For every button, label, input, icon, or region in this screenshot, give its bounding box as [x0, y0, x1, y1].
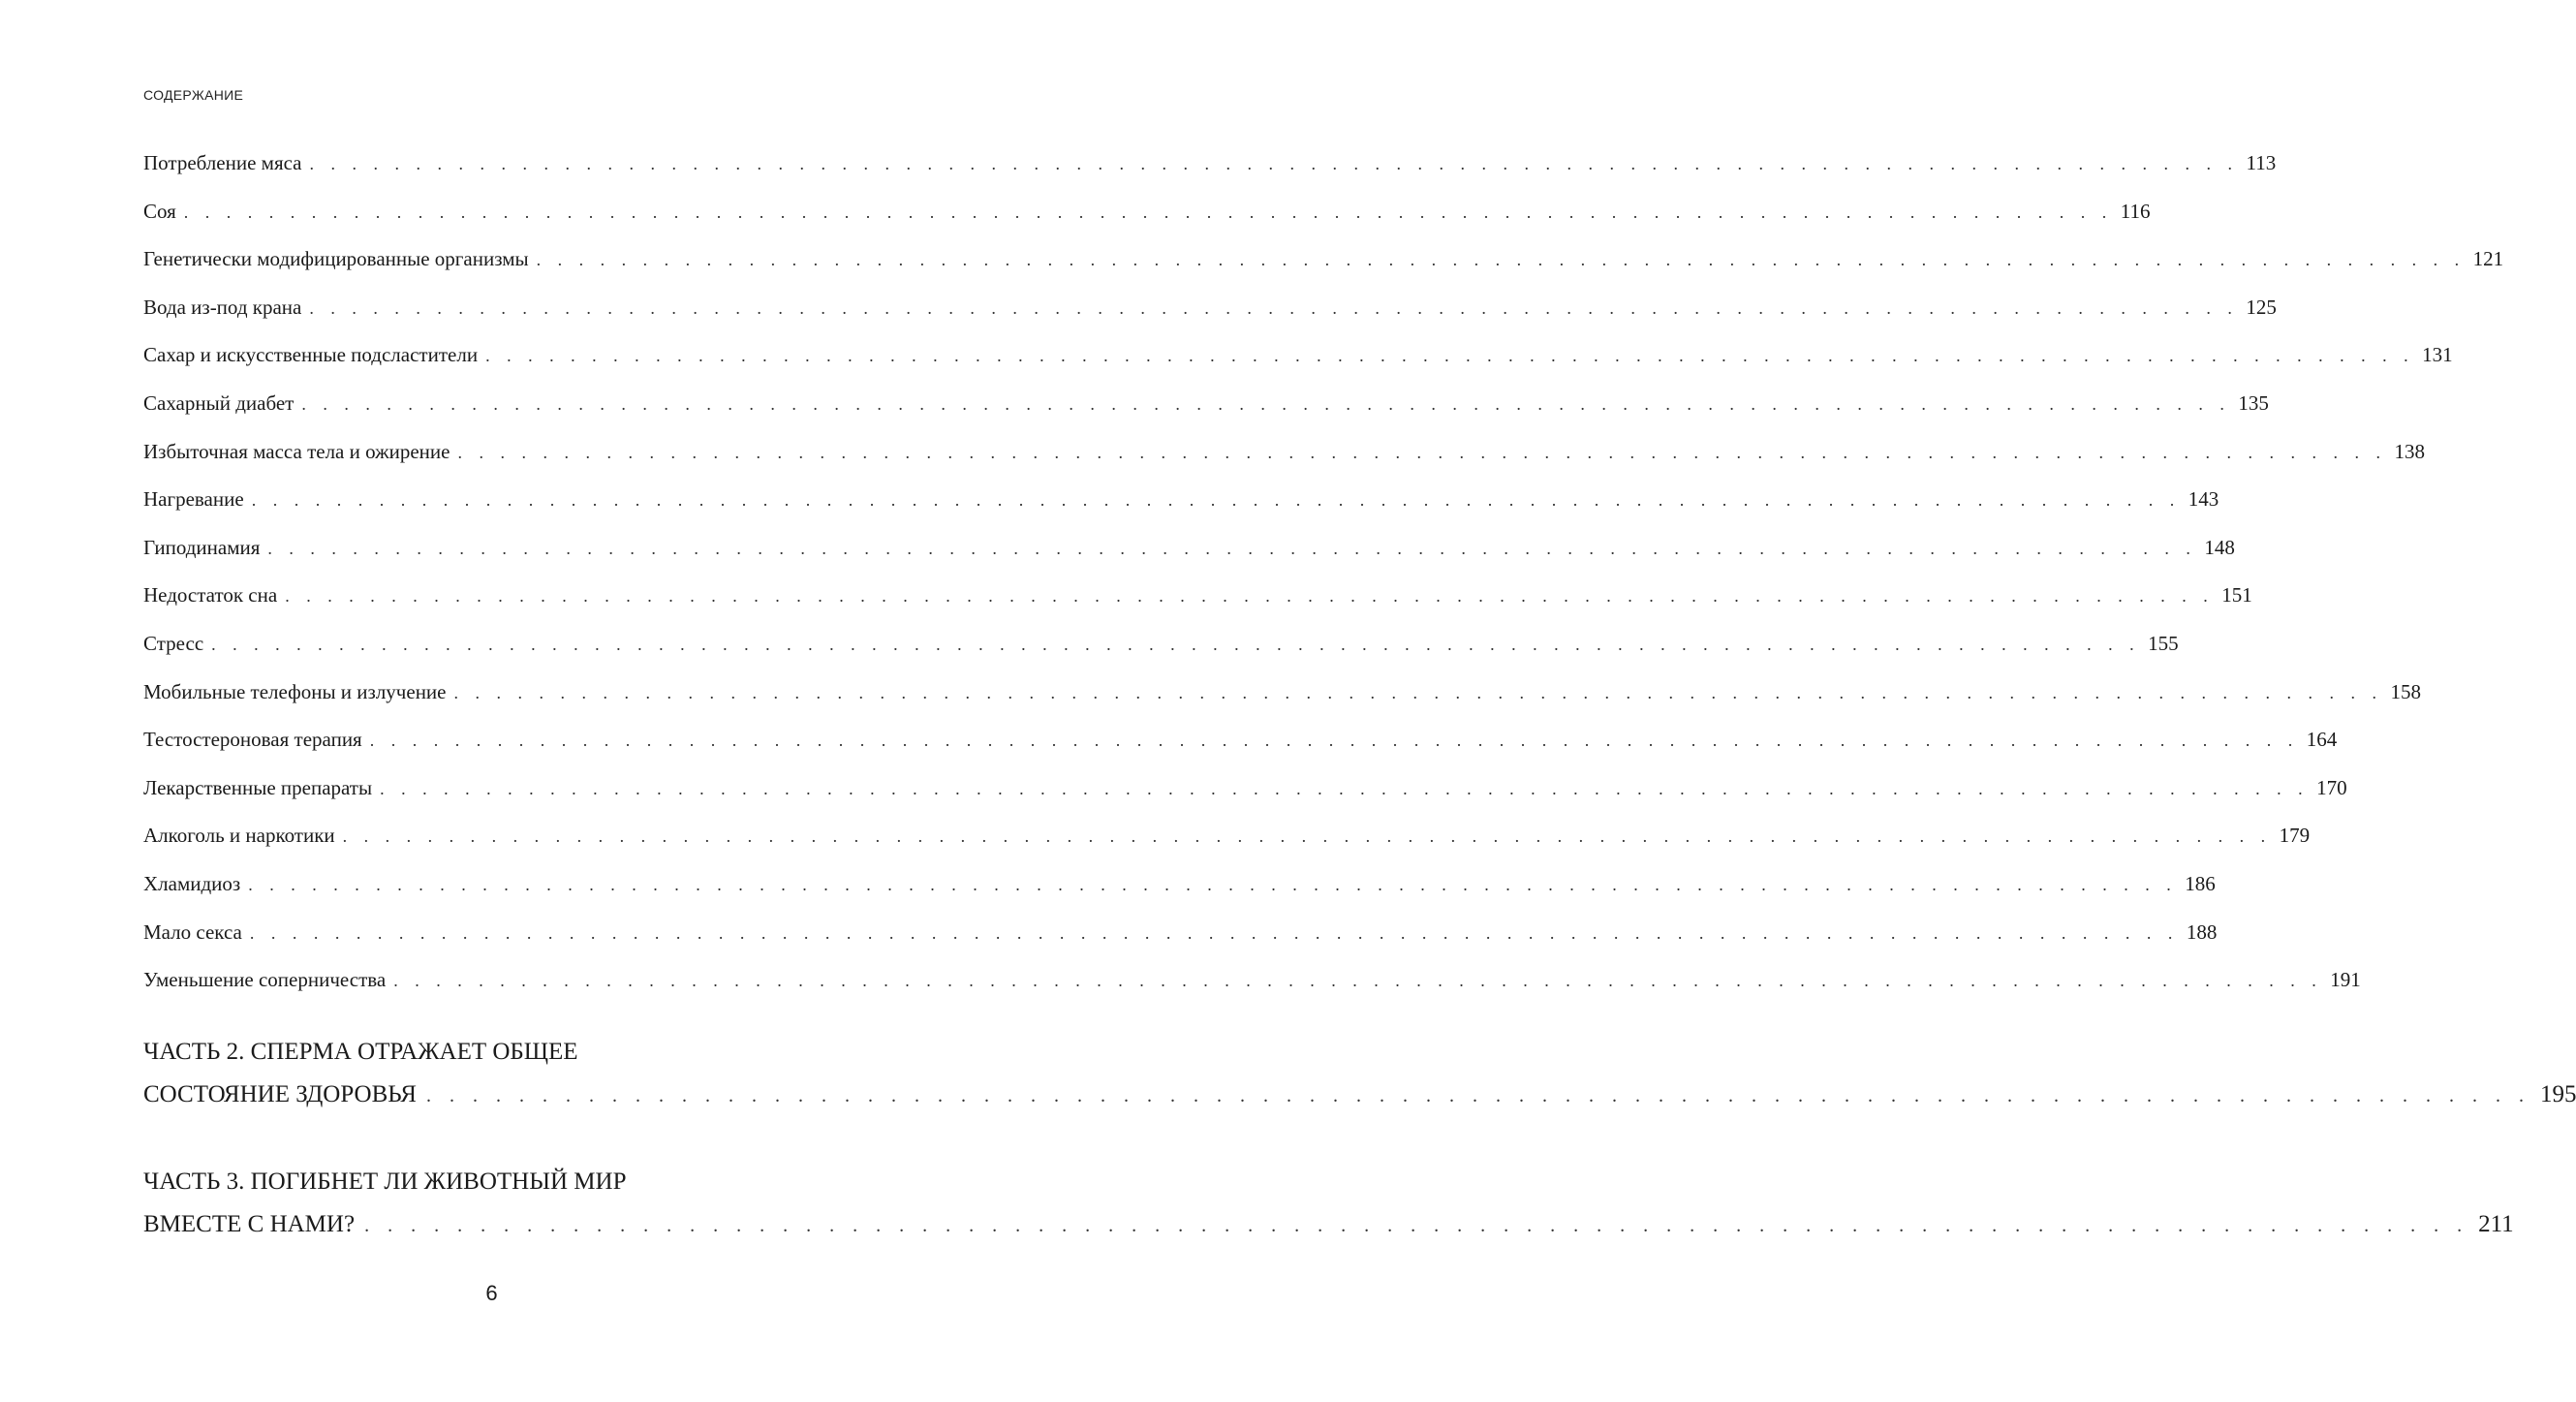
toc-entry[interactable] — [143, 147, 2277, 196]
part-page: 211 — [2478, 1211, 2514, 1237]
dot-leader: . . . . . . . . . . . . . . . . . . . . . . . . . . . . . . . . . . . . . . . . . . . . . . . . . . . . . . . . . . . . . . . . . . . . . . . . . . . . . . . . . . . . . . . . . . . — [309, 154, 2239, 173]
dot-leader: . . . . . . . . . . . . . . . . . . . . . . . . . . . . . . . . . . . . . . . . . . . . . . . . . . . . . . . . . . . . . . . . . . . . . . . . . . . . . . . . . . . . . . . . . . . — [301, 393, 2231, 414]
dot-leader: . . . . . . . . . . . . . . . . . . . . . . . . . . . . . . . . . . . . . . . . . . . . . . . . . . . . . . . . . . . . . . . . . . . . . . . . . . . . . . . . . . . . . . . . . . . — [364, 1215, 2469, 1236]
toc-entry-title: Недостаток сна — [143, 583, 278, 608]
toc-entry-page: 148 — [2204, 535, 2235, 559]
dot-leader: . . . . . . . . . . . . . . . . . . . . . . . . . . . . . . . . . . . . . . . . . . . . . . . . . . . . . . . . . . . . . . . . . . . . . . . . . . . . . . . . . . . . . . . . . . . — [485, 346, 2415, 366]
toc-entry-title: Избыточная масса тела и ожирение — [143, 439, 450, 463]
toc-entry-title: Лекарственные препараты — [143, 775, 373, 799]
dot-leader: . . . . . . . . . . . . . . . . . . . . . . . . . . . . . . . . . . . . . . . . . . . . . . . . . . . . . . . . . . . . . . . . . . . . . . . . . . . . . . . . . . . . . . . . . . . — [267, 538, 2197, 558]
toc-entry-title: Тестостероновая терапия — [143, 728, 362, 752]
dot-leader: . . . . . . . . . . . . . . . . . . . . . . . . . . . . . . . . . . . . . . . . . . . . . . . . . . . . . . . . . . . . . . . . . . . . . . . . . . . . . . . . . . . . . . . . . . . — [380, 778, 2310, 798]
toc-entry[interactable] — [143, 772, 2347, 821]
dot-leader: . . . . . . . . . . . . . . . . . . . . . . . . . . . . . . . . . . . . . . . . . . . . . . . . . . . . . . . . . . . . . . . . . . . . . . . . . . . . . . . . . . . . . . . . . . . — [183, 202, 2113, 222]
toc-entry-title: Мало секса — [143, 919, 242, 944]
toc-entry-title: Хламидиоз — [143, 871, 241, 895]
part-page: 195 — [2539, 1081, 2576, 1107]
dot-leader: . . . . . . . . . . . . . . . . . . . . . . . . . . . . . . . . . . . . . . . . . . . . . . . . . . . . . . . . . . . . . . . . . . . . . . . . . . . . . . . . . . . . . . . . . . . — [369, 731, 2299, 751]
toc-entry-page: 155 — [2148, 631, 2179, 655]
dot-leader: . . . . . . . . . . . . . . . . . . . . . . . . . . . . . . . . . . . . . . . . . . . . . . . . . . . . . . . . . . . . . . . . . . . . . . . . . . . . . . . . . . . . . . . . . . . — [453, 682, 2383, 702]
toc-entry-page: 131 — [2422, 343, 2453, 367]
toc-entry-title: Генетически модифицированные организмы — [143, 247, 529, 271]
toc-entry-page: 188 — [2186, 919, 2218, 944]
toc-entry[interactable] — [143, 628, 2179, 676]
toc-entry-page: 158 — [2390, 679, 2421, 703]
toc-entry-page: 116 — [2120, 199, 2151, 223]
part-heading-line1: ЧАСТЬ 2. СПЕРМА ОТРАЖАЕТ ОБЩЕЕ — [143, 1039, 578, 1065]
dot-leader: . . . . . . . . . . . . . . . . . . . . . . . . . . . . . . . . . . . . . . . . . . . . . . . . . . . . . . . . . . . . . . . . . . . . . . . . . . . . . . . . . . . . . . . . . . . — [211, 634, 2141, 654]
toc-entry[interactable] — [143, 339, 2453, 388]
toc-entry[interactable] — [143, 196, 2151, 244]
toc-entry-title: Уменьшение соперничества — [143, 968, 387, 992]
toc-entry-title: Вода из-под крана — [143, 295, 302, 319]
toc-entry-page: 113 — [2246, 151, 2277, 174]
toc-entry-page: 179 — [2279, 824, 2311, 848]
toc-entry-title: Алкоголь и наркотики — [143, 824, 335, 848]
toc-entry-title: Потребление мяса — [143, 151, 302, 174]
toc-entry-page: 143 — [2188, 487, 2219, 512]
toc-entry-title: Сахар и искусственные подсластители — [143, 343, 479, 367]
toc-entry[interactable] — [143, 579, 2252, 628]
toc-part-3[interactable] — [143, 1161, 2514, 1247]
toc-entry[interactable] — [143, 917, 2218, 965]
dot-leader: . . . . . . . . . . . . . . . . . . . . . . . . . . . . . . . . . . . . . . . . . . . . . . . . . . . . . . . . . . . . . . . . . . . . . . . . . . . . . . . . . . . . . . . . . . . — [457, 442, 2387, 462]
part-heading-title: ВМЕСТЕ С НАМИ? — [143, 1211, 356, 1237]
toc-entry-page: 191 — [2330, 968, 2361, 992]
toc-entry-page: 164 — [2306, 728, 2338, 752]
toc-entry[interactable] — [143, 964, 2361, 1013]
toc-entry-title: Соя — [143, 199, 176, 223]
toc-list — [143, 147, 2504, 1013]
toc-entry-title: Стресс — [143, 631, 204, 655]
dot-leader: . . . . . . . . . . . . . . . . . . . . . . . . . . . . . . . . . . . . . . . . . . . . . . . . . . . . . . . . . . . . . . . . . . . . . . . . . . . . . . . . . . . . . . . . . . . — [249, 922, 2179, 943]
toc-entry-page: 135 — [2238, 390, 2269, 415]
dot-leader: . . . . . . . . . . . . . . . . . . . . . . . . . . . . . . . . . . . . . . . . . . . . . . . . . . . . . . . . . . . . . . . . . . . . . . . . . . . . . . . . . . . . . . . . . . . — [251, 490, 2181, 511]
page-number: 6 — [485, 1281, 498, 1305]
toc-entry-page: 121 — [2472, 247, 2504, 271]
part-heading-line2 — [143, 1074, 2576, 1117]
toc-entry-title: Сахарный диабет — [143, 390, 295, 415]
toc-entry[interactable] — [143, 820, 2311, 868]
part-heading-title: СОСТОЯНИЕ ЗДОРОВЬЯ — [143, 1081, 417, 1107]
toc-entry[interactable] — [143, 724, 2338, 772]
toc-entry-title: Мобильные телефоны и излучение — [143, 679, 447, 703]
toc-entry-page: 186 — [2185, 871, 2216, 895]
part-heading-line1: ЧАСТЬ 3. ПОГИБНЕТ ЛИ ЖИВОТНЫЙ МИР — [143, 1168, 627, 1195]
toc-entry[interactable] — [143, 388, 2269, 436]
toc-entry-title: Нагревание — [143, 487, 244, 512]
toc-entry[interactable] — [143, 436, 2425, 484]
toc-entry-page: 170 — [2316, 775, 2347, 799]
toc-entry[interactable] — [143, 868, 2216, 917]
toc-entry-page: 125 — [2246, 295, 2277, 319]
dot-leader: . . . . . . . . . . . . . . . . . . . . . . . . . . . . . . . . . . . . . . . . . . . . . . . . . . . . . . . . . . . . . . . . . . . . . . . . . . . . . . . . . . . . . . . . . . . — [536, 250, 2466, 270]
dot-leader: . . . . . . . . . . . . . . . . . . . . . . . . . . . . . . . . . . . . . . . . . . . . . . . . . . . . . . . . . . . . . . . . . . . . . . . . . . . . . . . . . . . . . . . . . . . — [248, 874, 2178, 894]
toc-entry-page: 151 — [2221, 583, 2252, 608]
running-head: СОДЕРЖАНИЕ — [143, 87, 244, 103]
toc-entry[interactable] — [143, 243, 2504, 292]
dot-leader: . . . . . . . . . . . . . . . . . . . . . . . . . . . . . . . . . . . . . . . . . . . . . . . . . . . . . . . . . . . . . . . . . . . . . . . . . . . . . . . . . . . . . . . . . . . — [309, 297, 2239, 318]
dot-leader: . . . . . . . . . . . . . . . . . . . . . . . . . . . . . . . . . . . . . . . . . . . . . . . . . . . . . . . . . . . . . . . . . . . . . . . . . . . . . . . . . . . . . . . . . . . — [425, 1085, 2530, 1106]
dot-leader: . . . . . . . . . . . . . . . . . . . . . . . . . . . . . . . . . . . . . . . . . . . . . . . . . . . . . . . . . . . . . . . . . . . . . . . . . . . . . . . . . . . . . . . . . . . — [342, 826, 2272, 847]
toc-entry-title: Гиподинамия — [143, 535, 261, 559]
toc-entry[interactable] — [143, 676, 2421, 725]
toc-entry[interactable] — [143, 532, 2235, 580]
toc-entry-page: 138 — [2394, 439, 2425, 463]
part-heading-line2 — [143, 1203, 2514, 1247]
toc-entry[interactable] — [143, 292, 2277, 340]
dot-leader: . . . . . . . . . . . . . . . . . . . . . . . . . . . . . . . . . . . . . . . . . . . . . . . . . . . . . . . . . . . . . . . . . . . . . . . . . . . . . . . . . . . . . . . . . . . — [393, 971, 2323, 991]
dot-leader: . . . . . . . . . . . . . . . . . . . . . . . . . . . . . . . . . . . . . . . . . . . . . . . . . . . . . . . . . . . . . . . . . . . . . . . . . . . . . . . . . . . . . . . . . . . — [285, 586, 2215, 607]
toc-entry[interactable] — [143, 483, 2219, 532]
toc-part-2[interactable] — [143, 1031, 2576, 1117]
